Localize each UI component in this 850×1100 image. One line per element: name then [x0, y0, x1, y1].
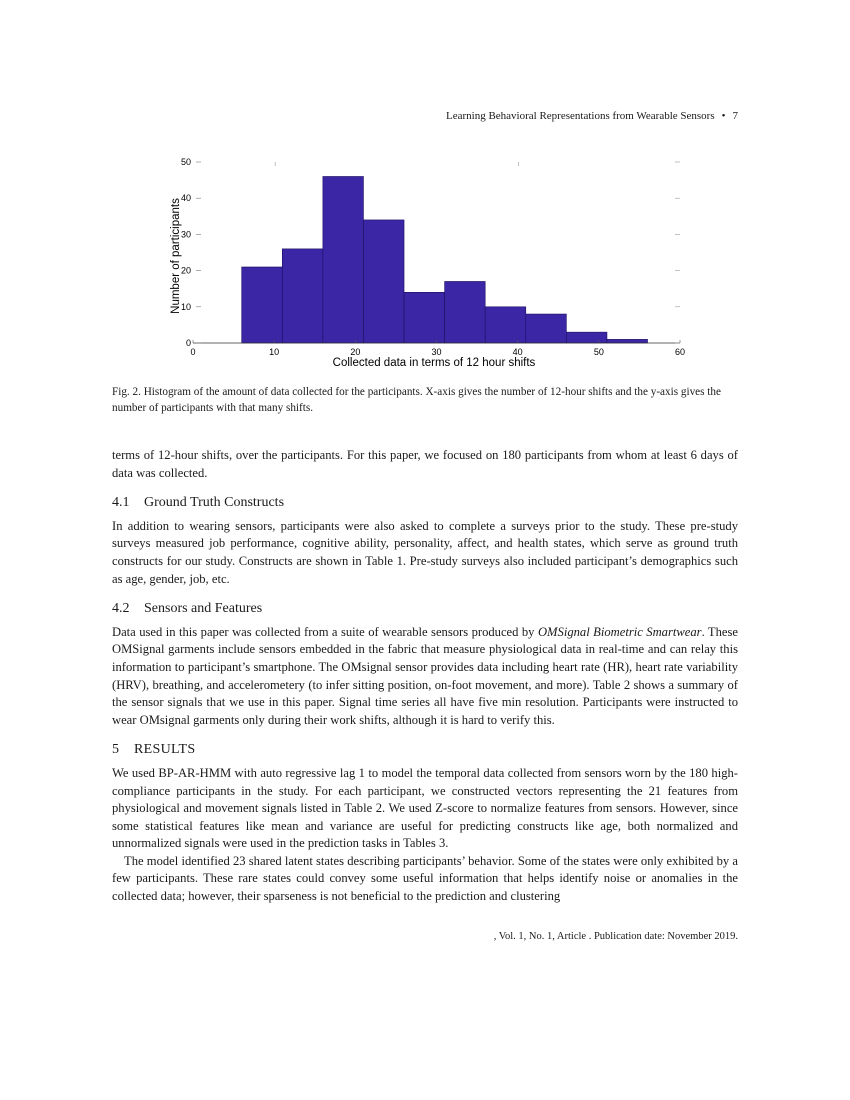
histogram-bar-5: [404, 292, 445, 343]
paragraph-sensors: [112, 624, 738, 730]
body-text: [112, 447, 738, 906]
paragraph-results-1: We used BP-AR-HMM with auto regressive lag 1 to model the temporal data collected from sensors worn by the 180 high-compliance participants in the study. For each participant, we constructed vectors representing the 21 features from physiological and movement signals listed in Table 2. We used Z-score to normalize features from sensors. However, since some statistical features like mean and variance are useful for predicting constructs like age, both normalized and unnormalized signals were used in the prediction tasks in Tables 3.: [112, 765, 738, 851]
x-tick-label-0: 0: [190, 347, 196, 357]
y-tick-label-2: 20: [180, 265, 191, 276]
sensors-text-1: Data used in this paper was collected from a suite of wearable sensors produced by: [112, 624, 538, 639]
paragraph-ground-truth: In addition to wearing sensors, participants were also asked to complete a surveys prior to the study. These pre-study surveys measured job performance, cognitive ability, personality, affect, and health states, which serve as ground truth constructs for our study. Constructs are shown in Table 1. Pre-study surveys also included participant’s demographics such as age, gender, job, etc.: [112, 518, 738, 586]
x-axis-label: Collected data in terms of 12 hour shifts: [332, 357, 536, 369]
running-title: Learning Behavioral Representations from Wearable Sensors: [446, 110, 715, 122]
x-tick-label-1: 10: [269, 347, 280, 357]
x-tick-label-2: 20: [350, 347, 361, 357]
section-title: Sensors and Features: [144, 601, 263, 617]
sensors-text-2: . These OMSignal garments include sensors embedded in the fabric that measure physiological data in real-time and can relay this information to participant’s smartphone. The OMsignal sensor provides data including heart rate (HR), heart rate variability (HRV), breathing, and accelerometery (to infer sitting position, on-foot movement, and more). Table 2 shows a summary of the sensor signals that we use in this paper. Signal time series all have five min resolution. Participants were instructed to wear OMsignal garments only during their work shifts, although it is hard to verify this.: [112, 624, 739, 727]
section-heading-4-1: [112, 494, 738, 512]
x-tick-label-4: 40: [512, 347, 523, 357]
y-tick-label-1: 10: [180, 301, 191, 312]
y-tick-label-3: 30: [180, 229, 191, 240]
histogram-bar-3: [323, 176, 364, 343]
section-number: 5: [112, 742, 120, 758]
y-axis-label: Number of participants: [170, 198, 182, 314]
histogram-bar-2: [282, 249, 323, 343]
figure-caption: Fig. 2. Histogram of the amount of data collected for the participants. X-axis gives the number of 12-hour shifts and the y-axis gives the number of participants with that many shifts.: [112, 386, 721, 414]
histogram-bar-10: [607, 339, 648, 343]
page-number: 7: [732, 110, 738, 122]
section-title: Ground Truth Constructs: [144, 495, 285, 511]
x-tick-label-6: 60: [674, 347, 686, 357]
paragraph-results-2: The model identified 23 shared latent states describing participants’ behavior. Some of the states were only exhibited by a few participants. These rare states could convey some useful information that helps identify noise or anomalies in the collected data; however, their sparseness is not beneficial to the prediction and clustering: [112, 853, 738, 904]
paragraph-intro: terms of 12-hour shifts, over the participants. For this paper, we focused on 180 participants from whom at least 6 days of data was collected.: [112, 448, 738, 480]
header-bullet: •: [721, 110, 726, 122]
histogram-bar-1: [242, 267, 283, 343]
histogram-bar-6: [445, 281, 486, 343]
section-title: RESULTS: [134, 742, 196, 758]
histogram-bar-7: [485, 307, 526, 343]
section-heading-4-2: [112, 600, 738, 618]
x-tick-label-3: 30: [431, 347, 442, 357]
histogram-bars: [242, 176, 648, 343]
sensors-product-name: OMSignal Biometric Smartwear: [537, 624, 702, 639]
running-header: [446, 110, 738, 122]
section-number: 4.1: [112, 495, 130, 511]
y-tick-label-4: 40: [180, 193, 191, 204]
page-footer: , Vol. 1, No. 1, Article . Publication date: November 2019.: [493, 931, 738, 942]
x-tick-label-5: 50: [593, 347, 604, 357]
histogram-bar-9: [566, 332, 607, 343]
histogram-bar-4: [363, 220, 404, 343]
y-tick-label-5: 50: [180, 157, 191, 167]
histogram-bar-8: [526, 314, 567, 343]
histogram-chart: [160, 150, 700, 375]
section-heading-5: [112, 741, 738, 759]
section-number: 4.2: [112, 601, 130, 617]
y-tick-label-0: 0: [185, 338, 191, 348]
